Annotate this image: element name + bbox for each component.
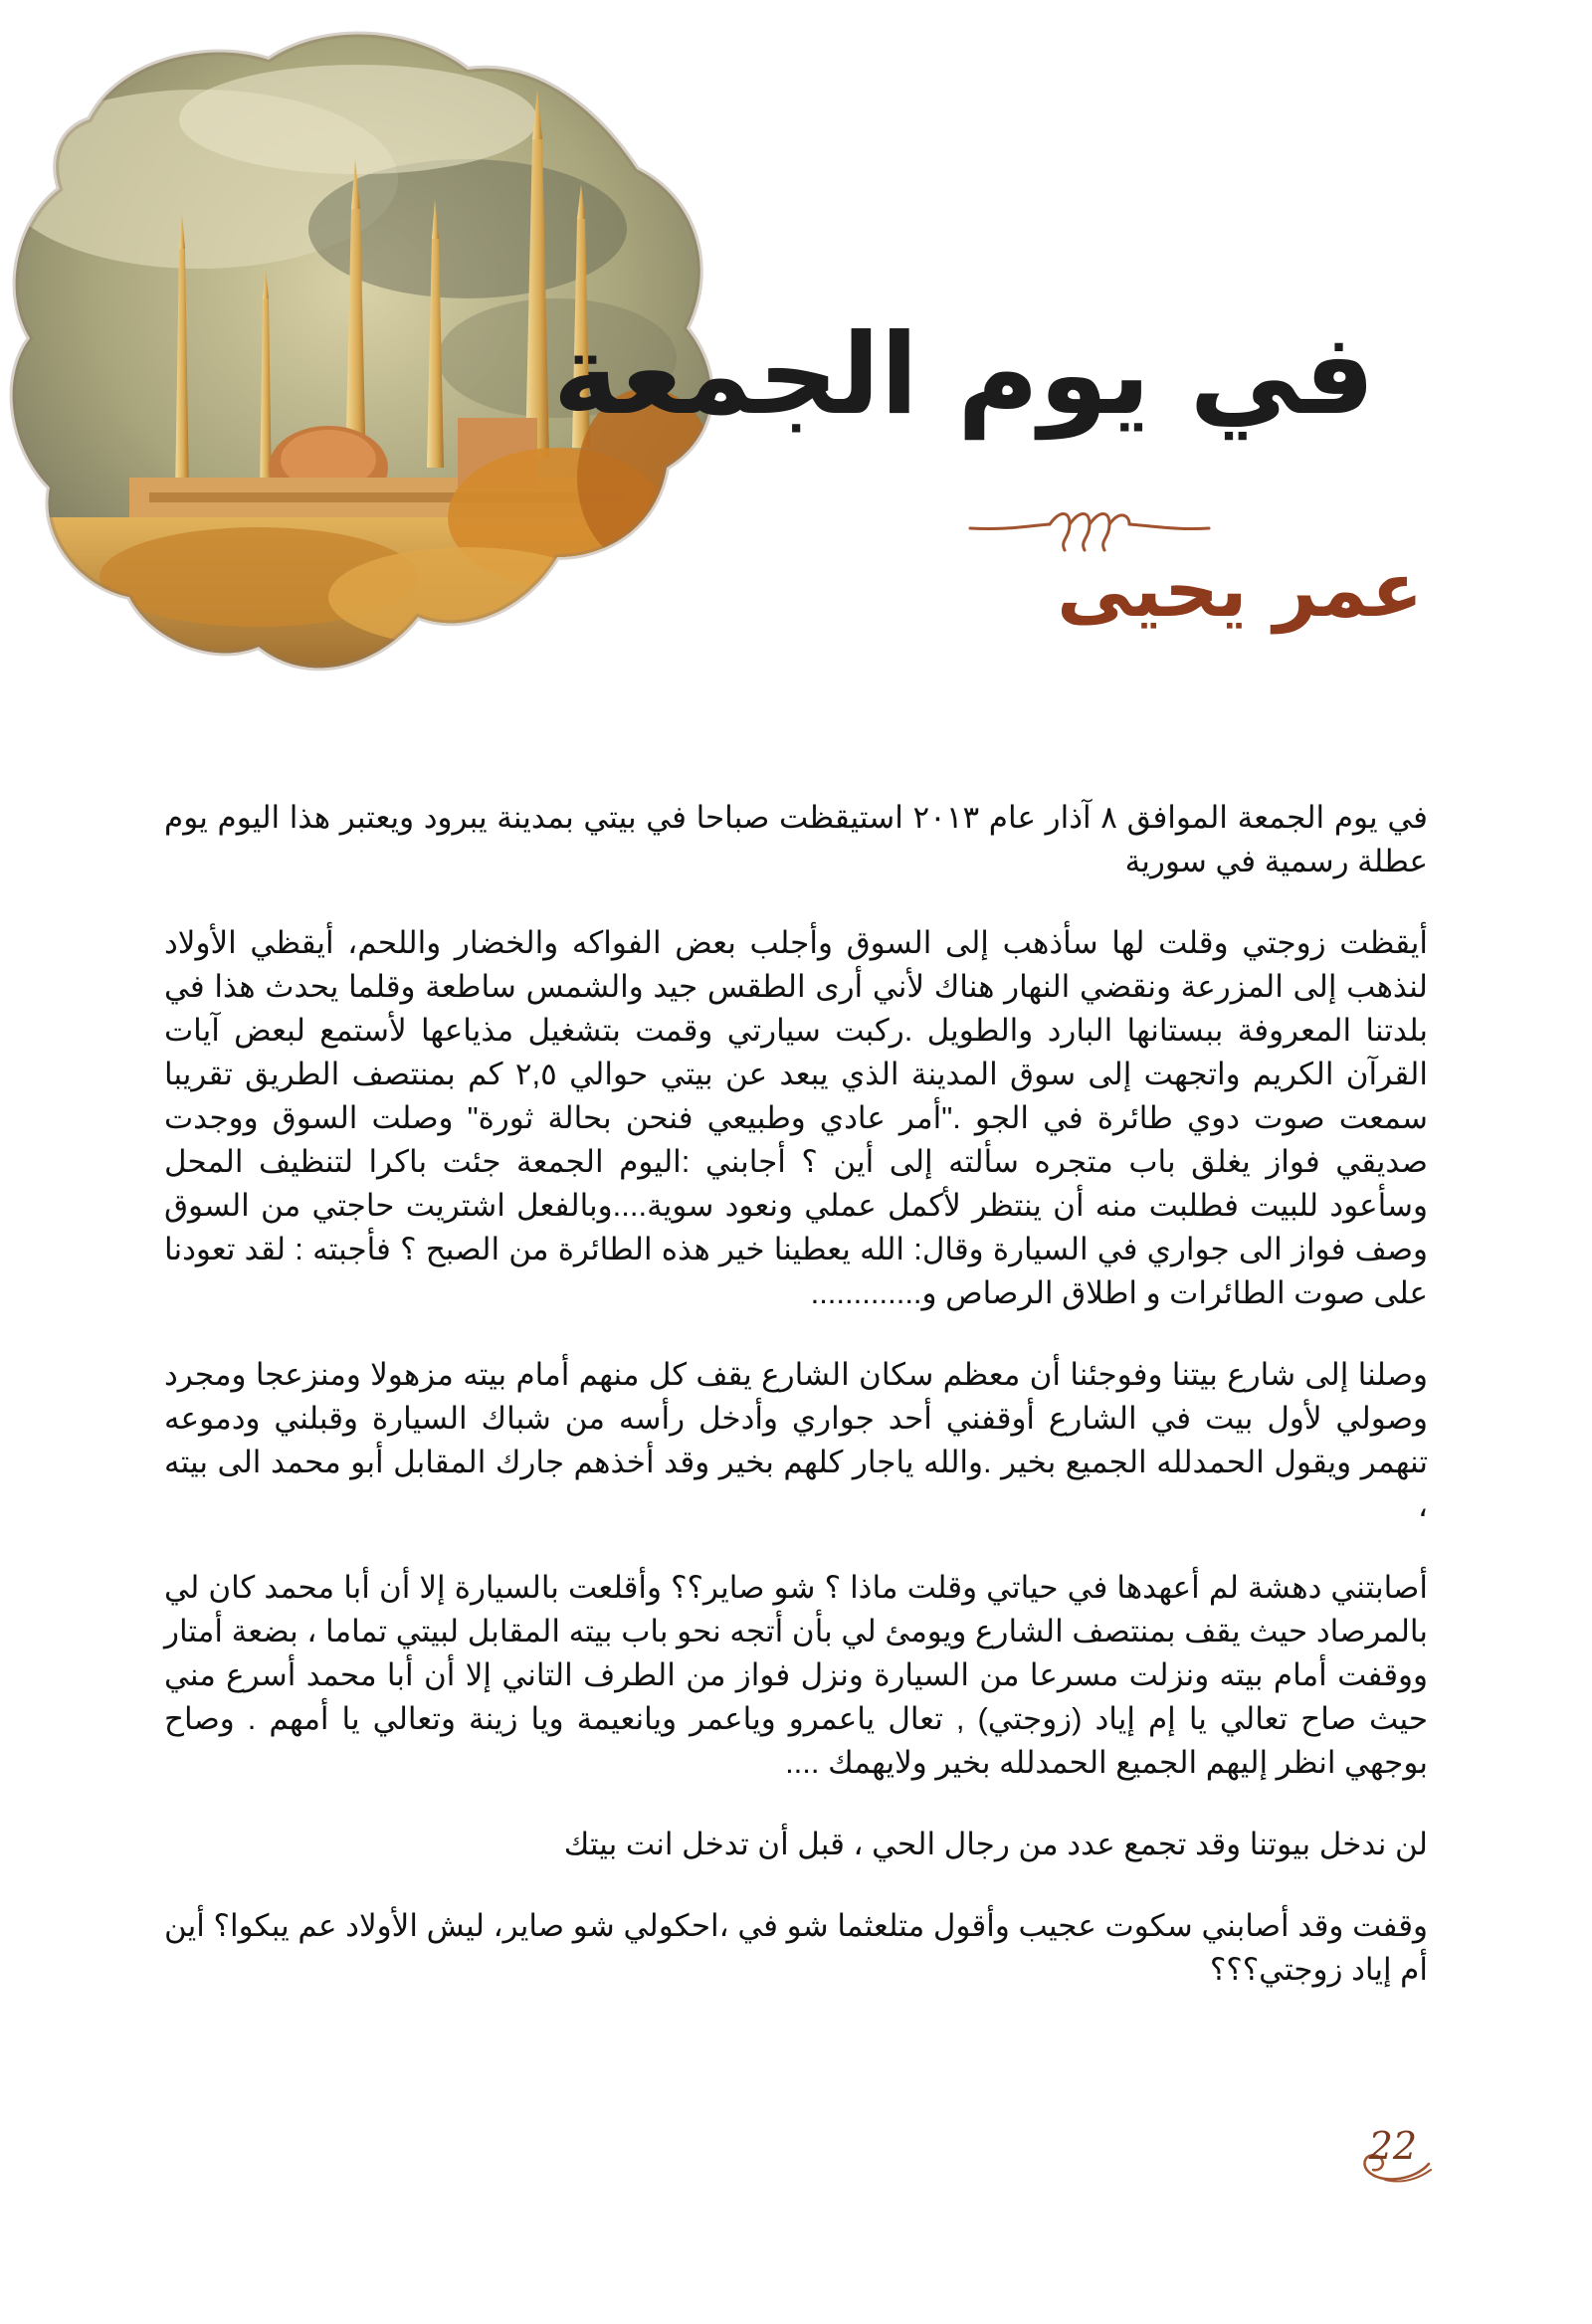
- article-paragraph: وصلنا إلى شارع بيتنا وفوجئنا أن معظم سكان الشارع يقف كل منهم أمام بيته مزهولا ومنزعجا ومجرد وصولي لأول بيت في الشارع أوقفني أحد جواري وأدخل رأسه من شباك السيارة وقبلني ودموعه تنهمر ويقول الحمدلله الجميع بخير .والله ياجار كلهم بخير وقد أخذهم جارك المقابل أبو محمد الى بيته ،: [164, 1357, 1428, 1523]
- article-title: في يوم الجمعة: [552, 310, 1375, 440]
- article-paragraph: وقفت وقد أصابني سكوت عجيب وأقول متلعثما شو في ،احكولي شو صاير، ليش الأولاد عم يبكوا؟ أين أم إياد زوجتي؟؟؟: [164, 1908, 1428, 1987]
- article-paragraph: أصابتني دهشة لم أعهدها في حياتي وقلت ماذا ؟ شو صاير؟؟ وأقلعت بالسيارة إلا أن أبا محمد كان لي بالمرصاد حيث يقف بمنتصف الشارع ويومئ لي بأن أتجه نحو باب بيته المقابل لبيتي تماما ، بضعة أمتار ووقفت أمام بيته ونزلت مسرعا من السيارة ونزل فواز من الطرف التاني إلا أن أبا محمد أسرع مني حيث صاح تعالي يا إم إياد (زوجتي) , تعال ياعمرو وياعمر ويانعيمة ويا زينة وتعالي يا أمهم . وصاح بوجهي انظر إليهم الجميع الحمدلله بخير ولايهمك ....: [164, 1570, 1428, 1780]
- article-paragraph: لن ندخل بيوتنا وقد تجمع عدد من رجال الحي ، قبل أن تدخل انت بيتك: [563, 1827, 1428, 1861]
- article-paragraph: أيقظت زوجتي وقلت لها سأذهب إلى السوق وأجلب بعض الفواكه والخضار واللحم، أيقظي الأولاد لنذهب إلى المزرعة ونقضي النهار هناك لأني أرى الطقس جيد والشمس ساطعة وقلما يحدث هذا في بلدتنا المعروفة ببستانها البارد والطويل .ركبت سيارتي وقمت بتشغيل مذياعها لأستمع لبعض آيات القرآن الكريم واتجهت إلى سوق المدينة الذي يبعد عن بيتي حوالي ٢,٥ كم بمنتصف الطريق تقريبا سمعت صوت دوي طائرة في الجو ."أمر عادي وطبيعي فنحن بحالة ثورة" وصلت السوق ووجدت صديقي فواز يغلق باب متجره سألته إلى أين ؟ أجابني :اليوم الجمعة جئت باكرا لتنظيف المحل وسأعود للبيت فطلبت منه أن ينتظر لأكمل عملي ونعود سوية....وبالفعل اشتريت حاجتي من السوق وصف فواز الى جواري في السيارة وقال: الله يعطينا خير هذه الطائرة من الصبح ؟ فأجبته : لقد تعودنا على صوت الطائرات و اطلاق الرصاص و.............: [164, 925, 1428, 1310]
- article-author: عمر يحيى: [1057, 545, 1423, 634]
- article-body: [164, 796, 1428, 2030]
- page-number-badge: [1355, 2122, 1433, 2188]
- article-paragraph: في يوم الجمعة الموافق ٨ آذار عام ٢٠١٣ استيقظت صباحا في بيتي بمدينة يبرود ويعتبر هذا اليوم يوم عطلة رسمية في سورية: [164, 800, 1428, 878]
- page-number: 22: [1368, 2124, 1417, 2168]
